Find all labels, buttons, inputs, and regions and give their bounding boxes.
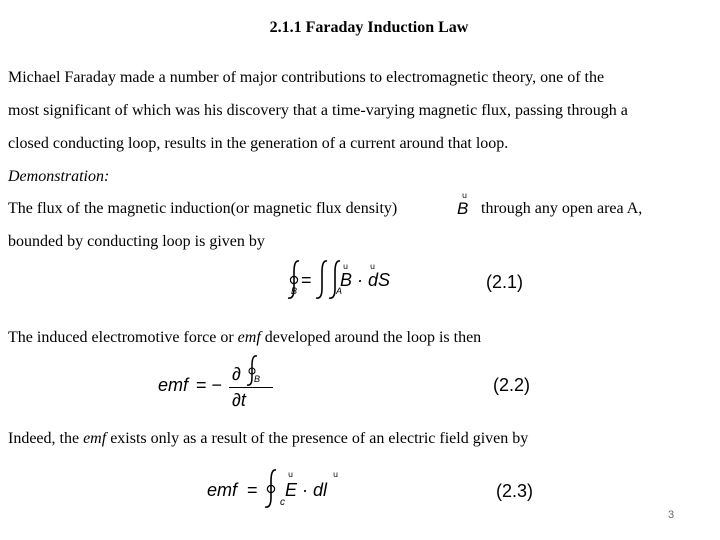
contour-subscript: c bbox=[280, 497, 285, 508]
equals-minus: = − bbox=[196, 375, 223, 395]
flux-text-part-2: through any open area A, bbox=[481, 200, 643, 217]
b-vector-symbol: u B bbox=[457, 191, 469, 218]
intro-line-1: Michael Faraday made a number of major contributions to electromagnetic theory, one of the bbox=[8, 69, 605, 86]
partial-denominator: ∂t bbox=[232, 390, 246, 410]
emf-emphasis: emf bbox=[237, 329, 261, 346]
emf-emphasis: emf bbox=[83, 430, 107, 447]
equals-sign: = bbox=[301, 270, 312, 290]
vector-mark-icon: u bbox=[343, 262, 349, 271]
equation-2-2 bbox=[156, 356, 296, 412]
vector-mark-icon: u bbox=[370, 262, 376, 271]
flux-text-part-1: The flux of the magnetic induction(or magnetic flux density) bbox=[8, 200, 398, 217]
integrand-e-dl: E · dl bbox=[285, 480, 328, 500]
page-title: 2.1.1 Faraday Induction Law bbox=[269, 19, 469, 36]
intro-line-3: closed conducting loop, results in the generation of a current around that loop. bbox=[8, 135, 509, 152]
vector-mark-icon: u bbox=[462, 191, 468, 200]
equation-number-2-1: (2.1) bbox=[486, 272, 524, 292]
equation-number-2-2: (2.2) bbox=[493, 375, 531, 395]
vector-mark-icon: u bbox=[288, 470, 294, 479]
intro-line-2: most significant of which was his discovery that a time-varying magnetic flux, passing through a bbox=[8, 102, 628, 119]
equation-2-3 bbox=[205, 465, 355, 517]
emf-symbol: emf bbox=[158, 375, 189, 395]
area-subscript: A bbox=[336, 286, 343, 296]
efield-text-line: Indeed, the emf exists only as a result of the presence of an electric field given by bbox=[8, 430, 529, 447]
partial-numerator: ∂ bbox=[232, 364, 241, 384]
demonstration-label: Demonstration: bbox=[8, 168, 110, 185]
equation-2-1 bbox=[282, 258, 422, 304]
integrand-b-ds: B · dS bbox=[340, 270, 391, 290]
equals-sign: = bbox=[247, 480, 258, 500]
fraction-bar bbox=[229, 387, 273, 388]
vector-mark-icon: u bbox=[333, 470, 339, 479]
flux-text-line-2: bounded by conducting loop is given by bbox=[8, 233, 265, 250]
equation-number-2-3: (2.3) bbox=[496, 481, 534, 501]
flux-subscript: B bbox=[291, 286, 298, 296]
emf-symbol: emf bbox=[207, 480, 238, 500]
flux-subscript: B bbox=[254, 374, 261, 384]
page-number: 3 bbox=[668, 509, 675, 521]
emf-text-line: The induced electromotive force or emf developed around the loop is then bbox=[8, 329, 482, 346]
contour-integral-icon bbox=[261, 467, 281, 511]
